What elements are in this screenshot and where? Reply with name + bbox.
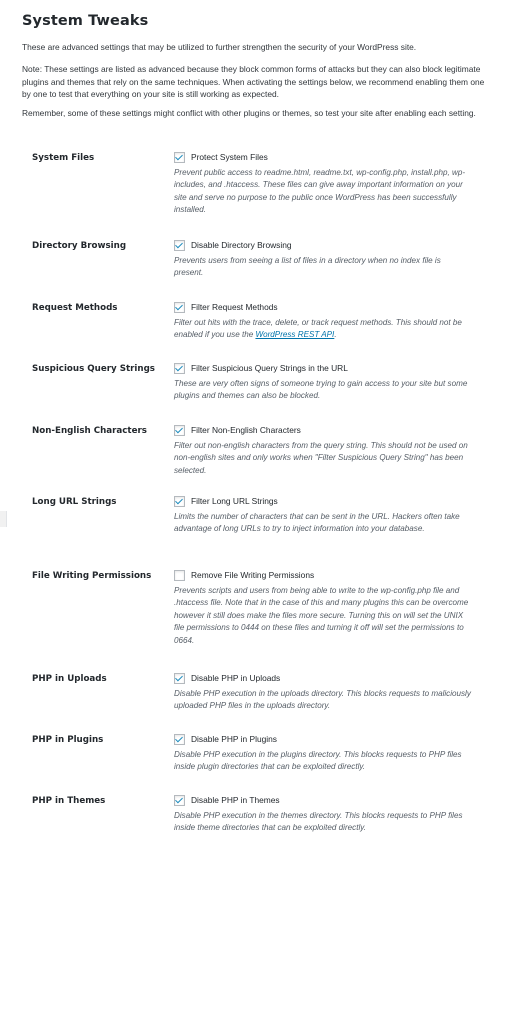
setting-field (174, 301, 474, 342)
wordpress-rest-api-link[interactable]: WordPress REST API (255, 330, 335, 340)
setting-label: Suspicious Query Strings (32, 364, 155, 374)
checkbox-label[interactable]: Disable PHP in Uploads (191, 673, 281, 683)
filter-suspicious-query-strings-checkbox[interactable] (174, 363, 185, 374)
checkbox-label[interactable]: Disable PHP in Themes (191, 795, 280, 805)
setting-field (174, 239, 474, 280)
checkbox-label[interactable]: Filter Request Methods (191, 302, 278, 312)
setting-field (174, 362, 474, 403)
remove-file-writing-permissions-checkbox[interactable] (174, 570, 185, 581)
left-panel-edge (0, 511, 7, 527)
setting-field (174, 569, 474, 647)
checkbox-label[interactable]: Filter Non-English Characters (191, 425, 301, 435)
intro-note (22, 63, 492, 101)
disable-php-in-plugins-checkbox[interactable] (174, 734, 185, 745)
checkbox-label[interactable]: Filter Long URL Strings (191, 496, 278, 506)
setting-label: File Writing Permissions (32, 571, 152, 581)
setting-description: Filter out non-english characters from the query string. This should not be used on non-english sites and only works when "Filter Suspicious Query String" has been selected. (174, 441, 468, 475)
checkbox-label[interactable]: Disable Directory Browsing (191, 240, 292, 250)
filter-request-methods-checkbox[interactable] (174, 302, 185, 313)
setting-description: Prevent public access to readme.html, readme.txt, wp-config.php, install.php, wp-includes, and .htaccess. These files can give away important information on your site and serve no purpose to the public once WordPress has been successfully installed. (174, 168, 466, 215)
setting-field (174, 495, 474, 536)
filter-non-english-characters-checkbox[interactable] (174, 425, 185, 436)
disable-php-in-uploads-checkbox[interactable] (174, 673, 185, 684)
setting-label: PHP in Uploads (32, 674, 107, 684)
checkbox-label[interactable]: Disable PHP in Plugins (191, 734, 277, 744)
intro-reminder (22, 107, 492, 120)
checkbox-label[interactable]: Filter Suspicious Query Strings in the URL (191, 363, 348, 373)
setting-description: These are very often signs of someone trying to gain access to your site but some plugins and themes can also be blocked. (174, 379, 468, 401)
setting-field (174, 794, 474, 835)
intro-reminder-text: Remember, some of these settings might conflict with other plugins or themes, so test your site after enabling each setting. (22, 108, 476, 118)
checkbox-label[interactable]: Protect System Files (191, 152, 268, 162)
setting-description: Disable PHP execution in the uploads directory. This blocks requests to maliciously uploaded PHP files in the uploads directory. (174, 689, 471, 711)
setting-description (174, 317, 472, 342)
intro-note-text: Note: These settings are listed as advanced because they block common forms of attacks but they can also block legitimate plugins and themes that rely on the same techniques. When activating the settings below, we recommend enabling them one by one to test that everything on your site is still working as expected. (22, 64, 485, 99)
setting-label: Non-English Characters (32, 426, 147, 436)
setting-label: System Files (32, 153, 95, 163)
intro-text: These are advanced settings that may be utilized to further strengthen the security of your WordPress site. (22, 42, 417, 52)
setting-description: Limits the number of characters that can be sent in the URL. Hackers often take advantage of long URLs to try to inject information into your database. (174, 512, 460, 534)
setting-label: PHP in Plugins (32, 735, 104, 745)
setting-field (174, 672, 474, 713)
checkbox-label[interactable]: Remove File Writing Permissions (191, 570, 315, 580)
setting-field (174, 151, 474, 217)
setting-label: Long URL Strings (32, 497, 117, 507)
description-text: Filter out hits with the trace, delete, or track request methods. This should not be enabled if you use the (174, 318, 462, 340)
description-suffix: . (334, 330, 337, 340)
setting-description: Prevents scripts and users from being able to write to the wp-config.php file and .htaccess file. Note that in the case of this and many plugins this can be overcome however it still does make the files more secure. Turning this on will set the UNIX file permissions to 0444 on these files and turning it off will set the permissions to 0664. (174, 586, 469, 645)
setting-label: Request Methods (32, 303, 118, 313)
page-title: System Tweaks (22, 13, 149, 29)
disable-directory-browsing-checkbox[interactable] (174, 240, 185, 251)
setting-label: Directory Browsing (32, 241, 127, 251)
setting-label: PHP in Themes (32, 796, 106, 806)
intro-paragraph (22, 41, 492, 54)
disable-php-in-themes-checkbox[interactable] (174, 795, 185, 806)
setting-description: Disable PHP execution in the plugins directory. This blocks requests to PHP files inside plugin directories that can be exploited directly. (174, 750, 462, 772)
setting-field (174, 733, 474, 774)
filter-long-url-strings-checkbox[interactable] (174, 496, 185, 507)
setting-description: Disable PHP execution in the themes directory. This blocks requests to PHP files inside theme directories that can be exploited directly. (174, 811, 463, 833)
protect-system-files-checkbox[interactable] (174, 152, 185, 163)
setting-description: Prevents users from seeing a list of files in a directory when no index file is present. (174, 256, 441, 278)
setting-field (174, 424, 474, 477)
